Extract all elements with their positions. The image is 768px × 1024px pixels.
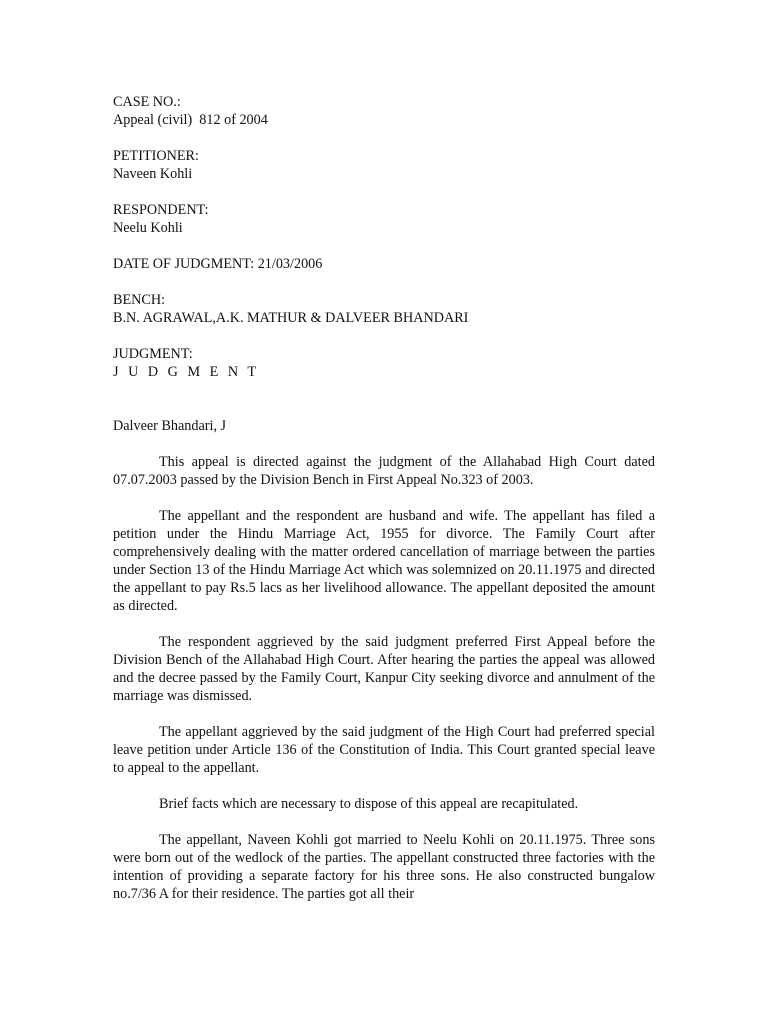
bench-section (113, 291, 655, 327)
respondent-name: Neelu Kohli (113, 220, 183, 236)
case-number-section (113, 93, 655, 129)
respondent-section (113, 201, 655, 237)
judgment-label: JUDGMENT: (113, 346, 193, 362)
petitioner-label: PETITIONER: (113, 148, 199, 164)
judgment-date-section (113, 255, 655, 273)
judgment-section (113, 345, 655, 381)
paragraph-3: The respondent aggrieved by the said judgment preferred First Appeal before the Division Bench of the Allahabad High Court. After hearing the parties the appeal was allowed and the decree passed by the Family Court, Kanpur City seeking divorce and annulment of the marriage was dismissed. (113, 634, 655, 704)
paragraph-6: The appellant, Naveen Kohli got married to Neelu Kohli on 20.11.1975. Three sons were born out of the wedlock of the parties. The appellant constructed three factories with the intention of providing a separate factory for his three sons. He also constructed bungalow no.7/36 A for their residence. The parties got all their (113, 832, 655, 902)
paragraph-4: The appellant aggrieved by the said judgment of the High Court had preferred special leave petition under Article 136 of the Constitution of India. This Court granted special leave to appeal to the appellant. (113, 724, 655, 776)
case-number-label: CASE NO.: (113, 94, 181, 110)
author-section (113, 417, 655, 435)
judgment-heading: J U D G M E N T (113, 364, 260, 380)
paragraph-2: The appellant and the respondent are husband and wife. The appellant has filed a petition under the Hindu Marriage Act, 1955 for divorce. The Family Court after comprehensively dealing with the matter ordered cancellation of marriage between the parties under Section 13 of the Hindu Marriage Act which was solemnized on 20.11.1975 and directed the appellant to pay Rs.5 lacs as her livelihood allowance. The appellant deposited the amount as directed. (113, 508, 655, 614)
paragraph-5: Brief facts which are necessary to dispose of this appeal are recapitulated. (159, 796, 579, 812)
case-number-value: Appeal (civil) 812 of 2004 (113, 112, 268, 128)
bench-judges: B.N. AGRAWAL,A.K. MATHUR & DALVEER BHANDARI (113, 310, 469, 326)
judgment-author: Dalveer Bhandari, J (113, 418, 227, 434)
petitioner-name: Naveen Kohli (113, 166, 193, 182)
respondent-label: RESPONDENT: (113, 202, 209, 218)
paragraph-1: This appeal is directed against the judgment of the Allahabad High Court dated 07.07.2003 passed by the Division Bench in First Appeal No.323 of 2003. (113, 454, 655, 488)
judgment-document (113, 93, 655, 903)
judgment-date: DATE OF JUDGMENT: 21/03/2006 (113, 256, 323, 272)
petitioner-section (113, 147, 655, 183)
bench-label: BENCH: (113, 292, 166, 308)
